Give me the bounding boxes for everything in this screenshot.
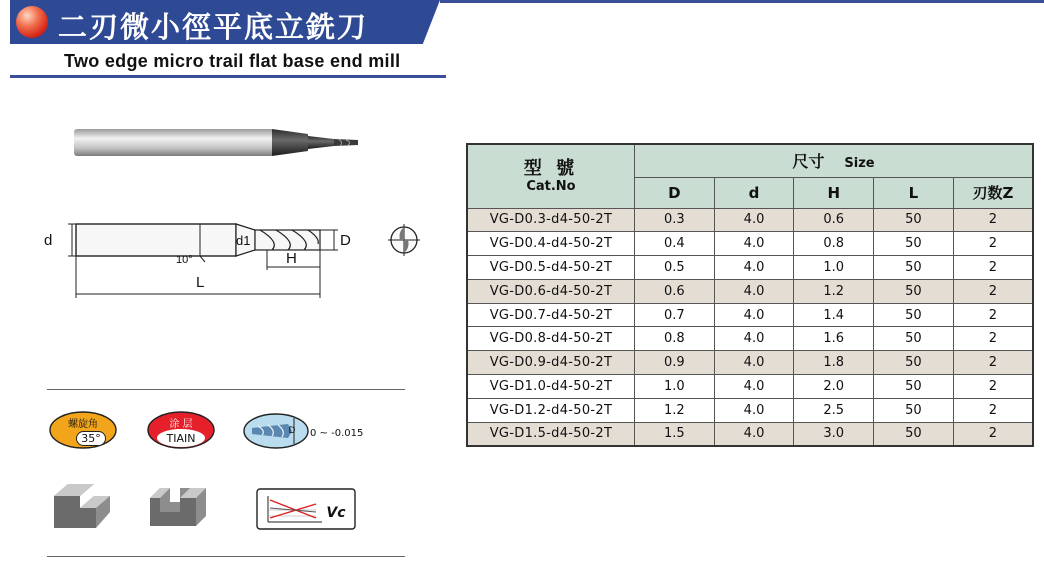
shank-cell: 4.0 xyxy=(714,256,794,280)
table-row xyxy=(467,256,1033,280)
cat-no-header xyxy=(467,144,634,208)
shank-cell: 4.0 xyxy=(714,279,794,303)
length-cell: 50 xyxy=(874,398,954,422)
table-header-row xyxy=(467,144,1033,177)
section-divider-top xyxy=(47,389,405,390)
table-row xyxy=(467,398,1033,422)
end-mill-technical-drawing xyxy=(40,210,430,310)
table-row xyxy=(467,232,1033,256)
cat-no-cell: VG-D0.9-d4-50-2T xyxy=(467,351,634,375)
flute-count-cell: 2 xyxy=(953,327,1033,351)
top-accent-rule xyxy=(440,0,1044,3)
shoulder-milling-icon xyxy=(50,478,114,530)
length-cell: 50 xyxy=(874,279,954,303)
flute-count-cell: 2 xyxy=(953,256,1033,280)
neck-diameter-label: d1 xyxy=(236,233,251,248)
table-row xyxy=(467,422,1033,446)
specification-table xyxy=(466,143,1034,447)
table-row xyxy=(467,327,1033,351)
size-header xyxy=(634,144,1033,177)
flute-length-label: H xyxy=(286,250,297,267)
diameter-cell: 0.7 xyxy=(634,303,714,327)
helix-angle-value: 35° xyxy=(76,431,106,446)
cat-no-cell: VG-D0.7-d4-50-2T xyxy=(467,303,634,327)
diameter-cell: 1.2 xyxy=(634,398,714,422)
cat-no-cell: VG-D0.6-d4-50-2T xyxy=(467,279,634,303)
cat-no-header-en: Cat.No xyxy=(526,179,576,195)
cutting-speed-label: Vc xyxy=(326,505,346,521)
length-cell: 50 xyxy=(874,375,954,399)
diameter-cell: 0.9 xyxy=(634,351,714,375)
tolerance-icon xyxy=(242,412,310,450)
shank-diameter-label: d xyxy=(44,232,53,249)
shank-cell: 4.0 xyxy=(714,351,794,375)
length-cell: 50 xyxy=(874,232,954,256)
flute-count-cell: 2 xyxy=(953,303,1033,327)
cat-no-cell: VG-D0.4-d4-50-2T xyxy=(467,232,634,256)
size-header-en: Size xyxy=(844,156,875,172)
shank-cell: 4.0 xyxy=(714,422,794,446)
cat-no-cell: VG-D1.0-d4-50-2T xyxy=(467,375,634,399)
length-cell: 50 xyxy=(874,208,954,232)
flute-length-cell: 1.0 xyxy=(794,256,874,280)
cat-no-cell: VG-D1.2-d4-50-2T xyxy=(467,398,634,422)
diameter-cell: 0.4 xyxy=(634,232,714,256)
column-header-d: d xyxy=(714,177,794,208)
column-header-H: H xyxy=(794,177,874,208)
flute-count-cell: 2 xyxy=(953,232,1033,256)
table-row xyxy=(467,279,1033,303)
page-title-cn: 二刃微小徑平底立銑刀 xyxy=(58,10,369,44)
diameter-cell: 0.5 xyxy=(634,256,714,280)
flute-length-cell: 1.8 xyxy=(794,351,874,375)
diameter-cell: 1.0 xyxy=(634,375,714,399)
flute-length-cell: 2.5 xyxy=(794,398,874,422)
shank-cell: 4.0 xyxy=(714,375,794,399)
coating-label: 涂 层 xyxy=(169,419,193,430)
diameter-cell: 1.5 xyxy=(634,422,714,446)
title-underline xyxy=(10,75,446,78)
cat-no-cell: VG-D0.8-d4-50-2T xyxy=(467,327,634,351)
table-row xyxy=(467,303,1033,327)
flute-count-cell: 2 xyxy=(953,279,1033,303)
cat-no-cell: VG-D0.3-d4-50-2T xyxy=(467,208,634,232)
size-header-cn: 尺寸 xyxy=(792,152,825,172)
flute-length-cell: 1.2 xyxy=(794,279,874,303)
table-body xyxy=(467,208,1033,446)
cat-no-cell: VG-D1.5-d4-50-2T xyxy=(467,422,634,446)
helix-angle-label: 螺旋角 xyxy=(68,419,98,430)
flute-length-cell: 1.6 xyxy=(794,327,874,351)
flute-length-cell: 0.6 xyxy=(794,208,874,232)
table-row xyxy=(467,375,1033,399)
diameter-cell: 0.8 xyxy=(634,327,714,351)
flute-count-cell: 2 xyxy=(953,422,1033,446)
table-row xyxy=(467,208,1033,232)
red-ball-icon xyxy=(16,6,48,38)
overall-length-label: L xyxy=(196,274,205,291)
shank-cell: 4.0 xyxy=(714,303,794,327)
length-cell: 50 xyxy=(874,303,954,327)
flute-length-cell: 1.4 xyxy=(794,303,874,327)
section-divider-bottom xyxy=(47,556,405,557)
length-cell: 50 xyxy=(874,351,954,375)
shank-cell: 4.0 xyxy=(714,398,794,422)
flute-length-cell: 3.0 xyxy=(794,422,874,446)
cat-no-header-cn: 型 號 xyxy=(523,157,579,179)
shank-cell: 4.0 xyxy=(714,232,794,256)
length-cell: 50 xyxy=(874,327,954,351)
diameter-cell: 0.3 xyxy=(634,208,714,232)
length-cell: 50 xyxy=(874,256,954,280)
diameter-cell: 0.6 xyxy=(634,279,714,303)
end-mill-photo xyxy=(72,126,362,158)
table-row xyxy=(467,351,1033,375)
neck-angle-label: 10° xyxy=(176,254,193,266)
flute-length-cell: 2.0 xyxy=(794,375,874,399)
flute-length-cell: 0.8 xyxy=(794,232,874,256)
flute-count-cell: 2 xyxy=(953,208,1033,232)
tolerance-value: 0 ~ -0.015 xyxy=(310,428,364,439)
column-header-D: D xyxy=(634,177,714,208)
column-header-L: L xyxy=(874,177,954,208)
tolerance-d-label: D xyxy=(288,426,296,436)
cutting-diameter-label: D xyxy=(340,232,351,249)
shank-cell: 4.0 xyxy=(714,208,794,232)
flute-count-cell: 2 xyxy=(953,398,1033,422)
coating-value: TIAIN xyxy=(166,432,196,445)
page-title-en: Two edge micro trail flat base end mill xyxy=(64,51,401,71)
cat-no-cell: VG-D0.5-d4-50-2T xyxy=(467,256,634,280)
column-header-flutes: 刃数Z xyxy=(953,177,1033,208)
slot-milling-icon xyxy=(146,478,210,530)
flute-count-cell: 2 xyxy=(953,351,1033,375)
flute-count-cell: 2 xyxy=(953,375,1033,399)
shank-cell: 4.0 xyxy=(714,327,794,351)
length-cell: 50 xyxy=(874,422,954,446)
